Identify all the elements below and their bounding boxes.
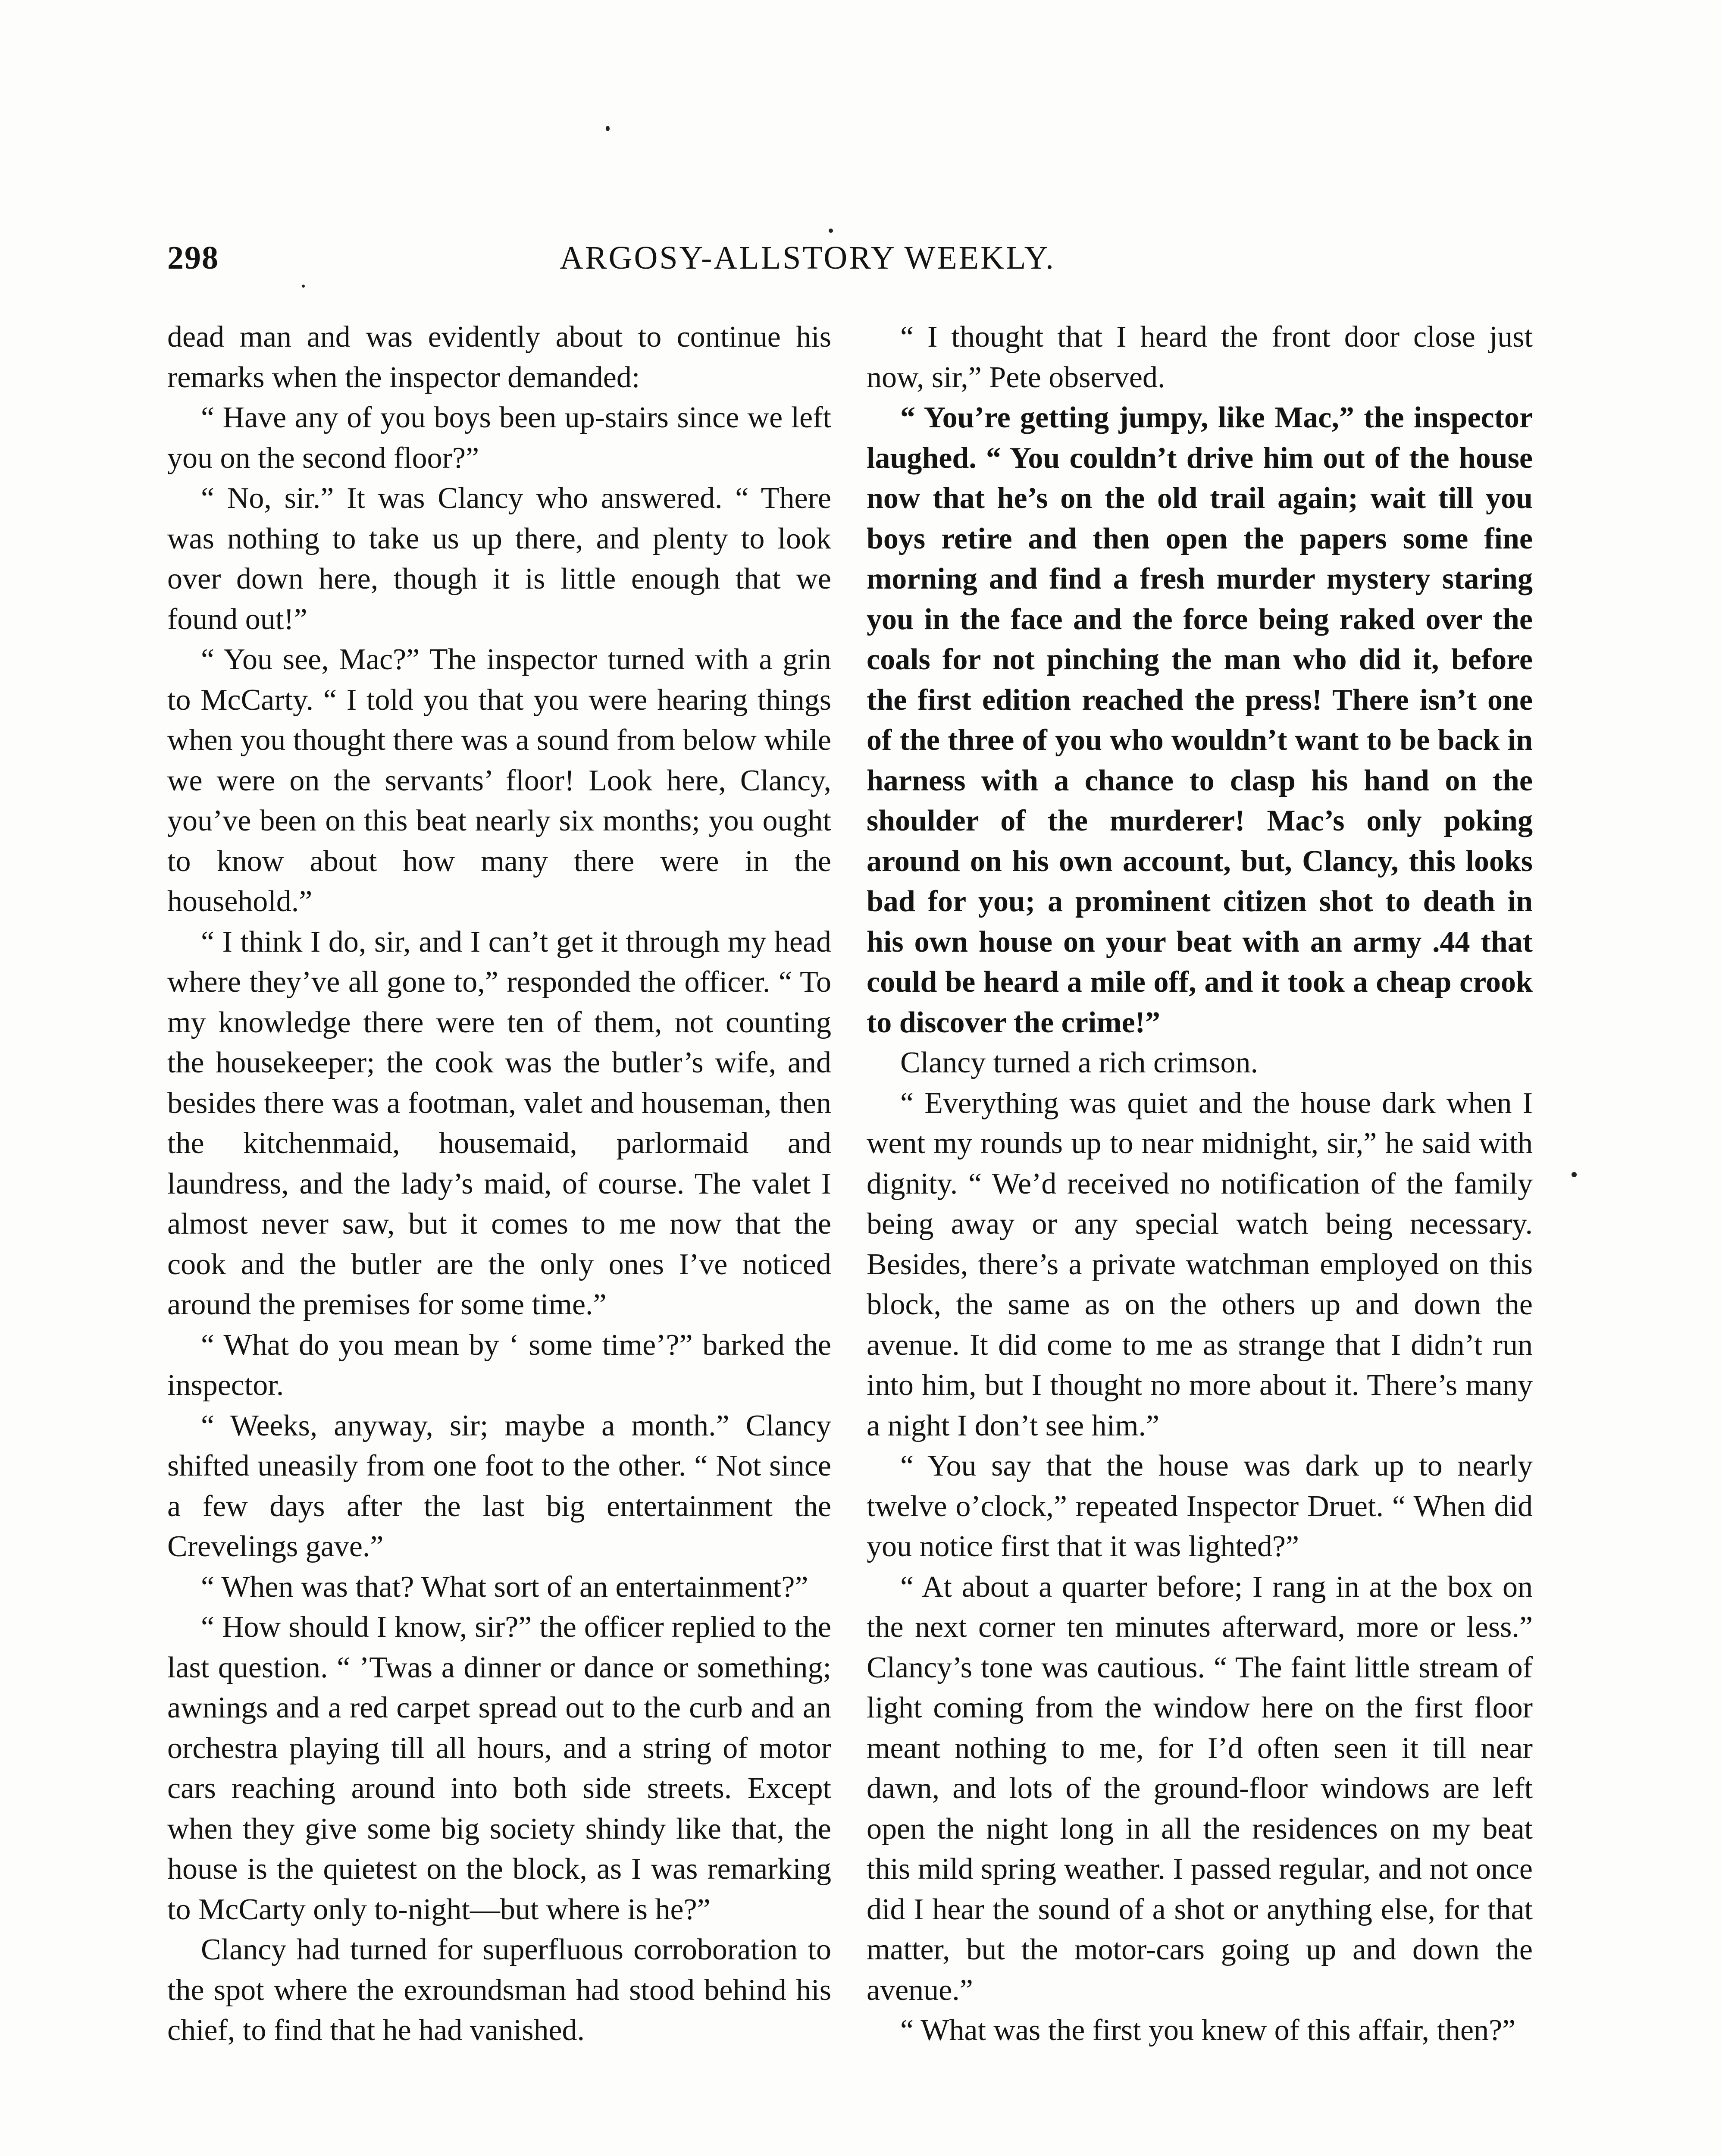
paragraph: “ Everything was quiet and the house dark when I went my rounds up to near midnight, sir,” he said with dignity. “ We’d received no notification of the family being away or any special watch being necessary. Besides, there’s a private watchman employed on this block, the same as on the others up and down the avenue. It did come to me as strange that I didn’t run into him, but I thought no more about it. There’s many a night I don’t see him.” xyxy=(867,1086,1533,1442)
left-column xyxy=(167,317,831,2051)
paragraph: “ At about a quarter before; I rang in at the box on the next corner ten minutes afterward, more or less.” Clancy’s tone was cautious. “ The faint little stream of light coming from the window here on the first floor meant nothing to me, for I’d often seen it till near dawn, and lots of the ground-floor windows are left open the night long in all the residences on my beat this mild spring weather. I passed regular, and not once did I hear the sound of a shot or anything else, for that matter, but the motor-cars going up and down the avenue.” xyxy=(867,1570,1533,2007)
paragraph: “ When was that? What sort of an entertainment?” xyxy=(201,1570,808,1604)
paragraph: “ How should I know, sir?” the officer replied to the last question. “ ’Twas a dinner or dance or something; awnings and a red carpet spread out to the curb and an orchestra playing till all hours, and a string of motor cars reaching around into both side streets. Except when they give some big society shindy like that, the house is the quietest on the block, as I was remarking to McCarty only to-night—but where is he?” xyxy=(167,1611,831,1926)
ink-speck xyxy=(606,126,610,131)
paragraph: “ You’re getting jumpy, like Mac,” the inspector laughed. “ You couldn’t drive him out of the house now that he’s on the old trail again; wait till you boys retire and then open the papers some fine morning and find a fresh murder mystery staring you in the face and the force being raked over the coals for not pinching the man who did it, before the first edition reached the press! There isn’t one of the three of you who wouldn’t want to be back in harness with a chance to clasp his hand on the shoulder of the murderer! Mac’s only poking around on his own account, but, Clancy, this looks bad for you; a prominent citizen shot to death in his own house on your beat with an army .44 that could be heard a mile off, and it took a cheap crook to discover the crime!” xyxy=(867,401,1533,1039)
paragraph: “ I think I do, sir, and I can’t get it through my head where they’ve all gone to,” responded the officer. “ To my knowledge there were ten of them, not counting the housekeeper; the cook was the butler’s wife, and besides there was a footman, valet and houseman, then the kitchenmaid, housemaid, parlormaid and laundress, and the lady’s maid, of course. The valet I almost never saw, but it comes to me now that the cook and the butler are the only ones I’ve noticed around the premises for some time.” xyxy=(167,925,831,1321)
paragraph: “ You see, Mac?” The inspector turned with a grin to McCarty. “ I told you that you were hearing things when you thought there was a sound from below while we were on the servants’ floor! Look here, Clancy, you’ve been on this beat nearly six months; you ought to know about how many there were in the household.” xyxy=(167,643,831,918)
paragraph: “ What was the first you knew of this affair, then?” xyxy=(900,2014,1516,2047)
paragraph: dead man and was evidently about to continue his remarks when the inspector demanded: xyxy=(167,320,831,394)
paragraph: “ Have any of you boys been up-stairs since we left you on the second floor?” xyxy=(167,401,831,475)
page-number: 298 xyxy=(167,240,219,276)
running-head xyxy=(167,239,1530,282)
right-column xyxy=(867,317,1533,2051)
paragraph: “ Weeks, anyway, sir; maybe a month.” Clancy shifted uneasily from one foot to the other. “ Not since a few days after the last big entertainment the Crevelings gave.” xyxy=(167,1409,831,1563)
paragraph: Clancy had turned for superfluous corroboration to the spot where the exroundsman had stood behind his chief, to find that he had vanished. xyxy=(167,1933,831,2047)
ink-speck xyxy=(302,285,305,288)
paragraph: “ I thought that I heard the front door close just now, sir,” Pete observed. xyxy=(867,320,1533,394)
ink-speck xyxy=(829,229,833,233)
paragraph: Clancy turned a rich crimson. xyxy=(900,1046,1259,1079)
paragraph: “ What do you mean by ‘ some time’?” barked the inspector. xyxy=(167,1328,831,1402)
paragraph: “ No, sir.” It was Clancy who answered. “ There was nothing to take us up there, and plenty to look over down here, though it is little enough that we found out!” xyxy=(167,482,831,636)
ink-speck xyxy=(1572,1172,1577,1177)
magazine-title: ARGOSY-ALLSTORY WEEKLY. xyxy=(560,240,1055,276)
paragraph: “ You say that the house was dark up to nearly twelve o’clock,” repeated Inspector Druet. “ When did you notice first that it was lighted?” xyxy=(867,1449,1533,1563)
